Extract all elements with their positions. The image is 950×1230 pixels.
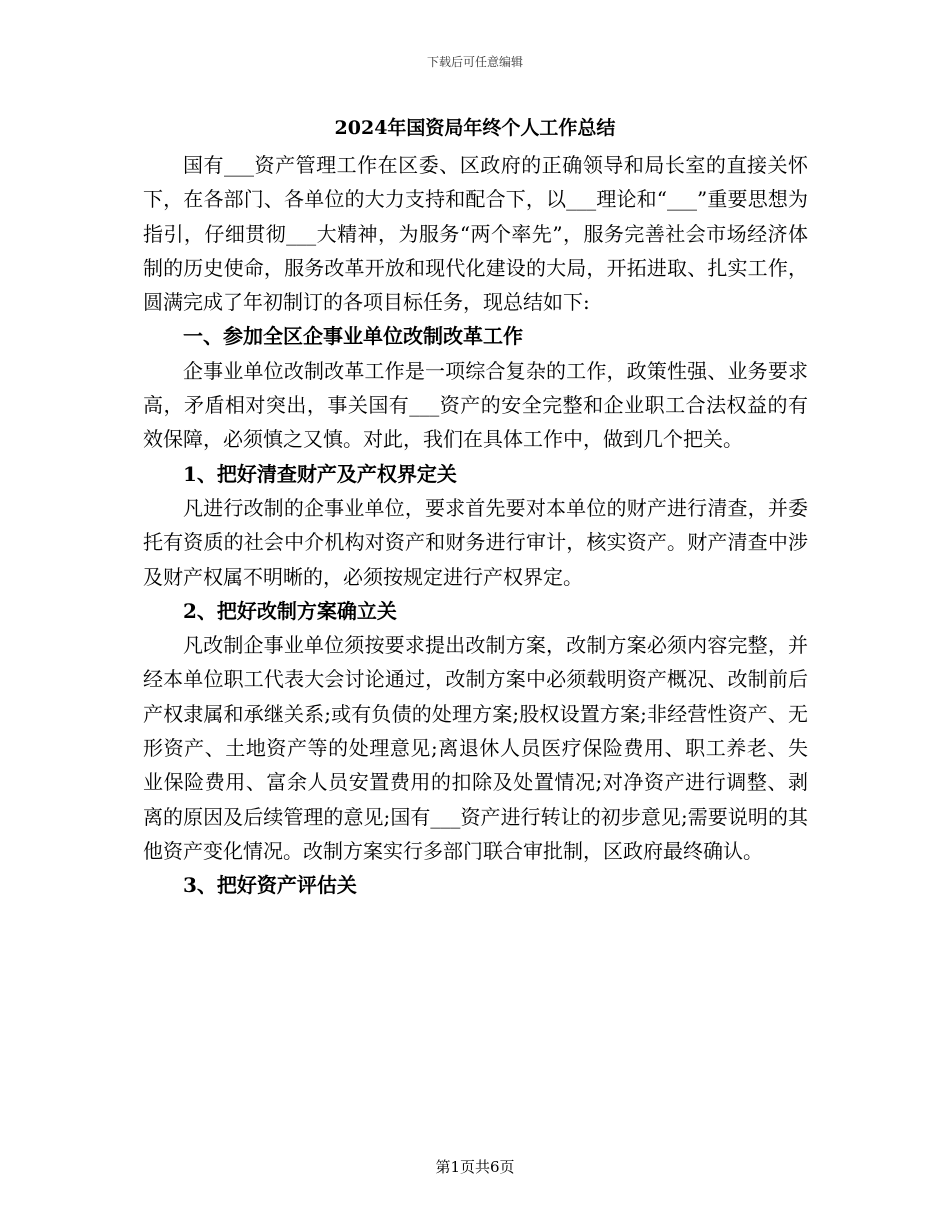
subsection-2-paragraph: 凡改制企事业单位须按要求提出改制方案，改制方案必须内容完整，并经本单位职工代表大会讨论通过，改制方案中必须载明资产概况、改制前后产权隶属和承继关系;或有负债的处理方案;股权设置方案;非经营性资产、无形资产、土地资产等的处理意见;离退休人员医疗保险费用、职工养老、失业保险费用、富余人员安置费用的扣除及处置情况;对净资产进行调整、剥离的原因及后续管理的意见;国有___资产进行转让的初步意见;需要说明的其他资产变化情况。改制方案实行多部门联合审批制，区政府最终确认。 bbox=[143, 633, 808, 863]
subsection-heading-2: 2、把好改制方案确立关 bbox=[183, 598, 397, 623]
subsection-heading-3: 3、把好资产评估关 bbox=[183, 873, 357, 898]
subsection-1-paragraph: 凡进行改制的企事业单位，要求首先要对本单位的财产进行清查，并委托有资质的社会中介机构对资产和财务进行审计，核实资产。财产清查中涉及财产权属不明晰的，必须按规定进行产权界定。 bbox=[143, 495, 808, 589]
section-heading-1: 一、参加全区企事业单位改制改革工作 bbox=[183, 324, 523, 349]
section-1-paragraph: 企事业单位改制改革工作是一项综合复杂的工作，政策性强、业务要求高，矛盾相对突出，事关国有___资产的安全完整和企业职工合法权益的有效保障，必须慎之又慎。对此，我们在具体工作中，做到几个把关。 bbox=[143, 358, 808, 452]
subsection-heading-1: 1、把好清查财产及产权界定关 bbox=[183, 461, 457, 486]
page-header-note: 下载后可任意编辑 bbox=[426, 55, 523, 69]
document-title: 2024年国资局年终个人工作总结 bbox=[334, 117, 616, 139]
intro-paragraph: 国有___资产管理工作在区委、区政府的正确领导和局长室的直接关怀下，在各部门、各单位的大力支持和配合下，以___理论和“___”重要思想为指引，仔细贯彻___大精神，为服务“两个率先”，服务完善社会市场经济体制的历史使命，服务改革开放和现代化建设的大局，开拓进取、扎实工作，圆满完成了年初制订的各项目标任务，现总结如下: bbox=[143, 153, 808, 315]
page-number-footer: 第1页共6页 bbox=[435, 1158, 515, 1176]
document-body bbox=[143, 148, 808, 903]
